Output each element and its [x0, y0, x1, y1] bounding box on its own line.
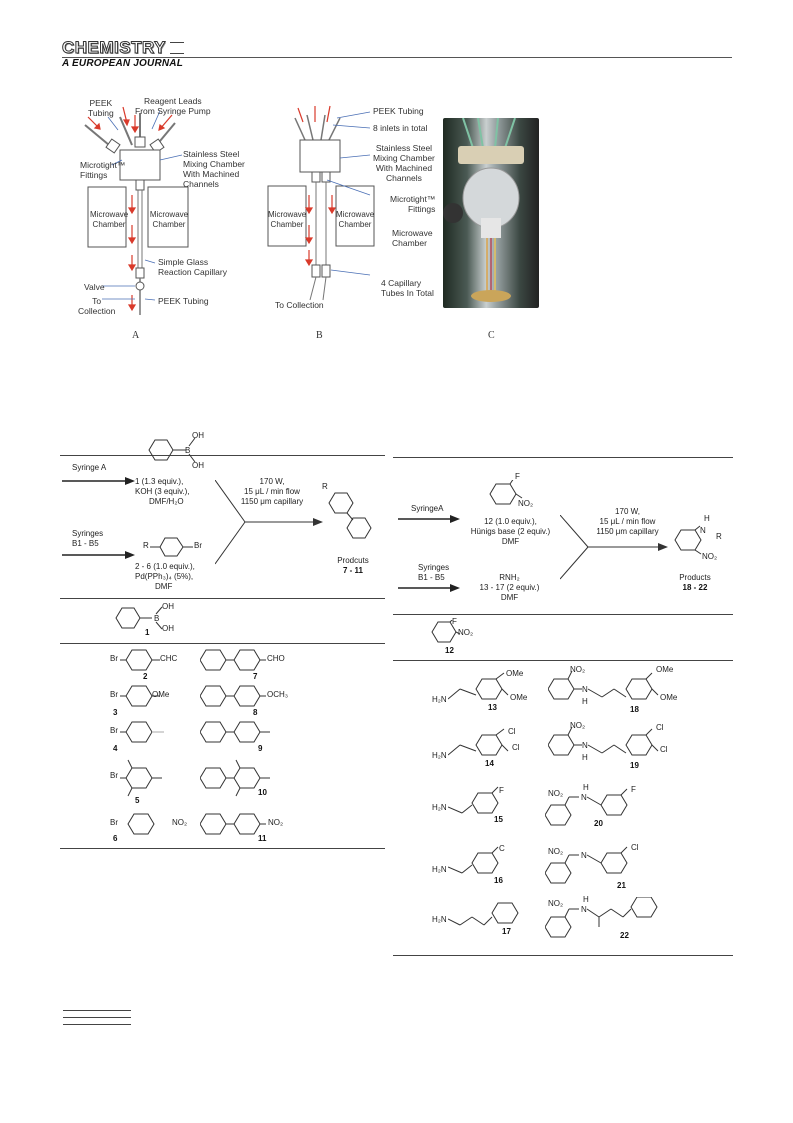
substrate-number: 2: [143, 672, 148, 681]
product-number: 10: [258, 788, 267, 797]
label-line: Stainless Steel: [183, 149, 240, 159]
no2-label-12: NO₂: [518, 499, 534, 508]
substrate-product-table: [110, 648, 385, 848]
scheme-left-top-rule: [60, 455, 385, 456]
amine-nh2: H₂N: [432, 803, 447, 812]
label-line: Microwave: [149, 210, 189, 219]
label-line: Fittings: [80, 170, 108, 180]
product-no2: NO₂: [548, 847, 564, 856]
condition-line: 1150 μm capillary: [240, 497, 304, 506]
journal-title: CHEMISTRY: [62, 38, 166, 57]
condition-line: 170 W,: [259, 477, 285, 486]
substrate-left-group: Br: [110, 771, 118, 780]
product-number: 8: [253, 708, 258, 717]
syringe-a-arrow-left: [62, 476, 137, 486]
syringe-a-label-left: Syringe A: [72, 463, 107, 472]
table-row: [430, 785, 735, 841]
amine-number: 14: [485, 759, 494, 768]
amine-sub1: C: [499, 844, 505, 853]
amine-nh2: H₂N: [432, 915, 447, 924]
scheme-right-bottom-rule: [393, 955, 733, 956]
product-n: N: [581, 793, 587, 802]
product-right-group: OCH₃: [267, 690, 289, 699]
amine-sub1: OMe: [506, 669, 524, 678]
label-line: 4 Capillary: [381, 278, 422, 288]
table-row: [430, 721, 735, 781]
product-n: N: [581, 851, 587, 860]
label-valve: Valve: [84, 282, 105, 292]
label-line: Tubing: [88, 108, 114, 118]
product-no2: NO₂: [570, 721, 586, 730]
products-label-right: Products: [679, 573, 711, 582]
label-line: Reagent Leads: [143, 96, 202, 106]
reagent1-block-right: [458, 517, 563, 547]
label-capillary-tubes: [381, 278, 434, 298]
product-sub1: F: [631, 785, 636, 794]
product-right-group: CHO: [267, 654, 285, 663]
products-label-left: Prodcuts: [337, 556, 369, 565]
substrate-number: 6: [113, 834, 118, 843]
table-row: [110, 648, 385, 686]
br-label-aryl-bromide: Br: [194, 541, 202, 550]
label-peek-tubing-bottom: PEEK Tubing: [158, 296, 209, 306]
label-line: Fittings: [407, 204, 436, 214]
amine-number: 16: [494, 876, 503, 885]
table-row: [430, 841, 735, 897]
syringes-b-arrow-right: [398, 583, 462, 593]
substrate-left-group: Br: [110, 818, 118, 827]
reagent-line: DMF/H₂O: [149, 497, 184, 506]
table-row: [110, 720, 385, 758]
label-microtight-a: [80, 160, 125, 180]
substrate-left-group: Br: [110, 726, 118, 735]
label-line: Microwave: [90, 210, 129, 219]
scheme-left-rule-1: [60, 598, 385, 599]
amine-number: 17: [502, 927, 511, 936]
reagent-line: DMF: [155, 582, 173, 591]
products-range-right: 18 - 22: [682, 583, 708, 592]
product-n: N: [582, 741, 588, 750]
label-line: To: [92, 296, 102, 306]
table-row: [110, 756, 385, 805]
label-to-collection-a: [78, 296, 115, 316]
no2-label-product: NO₂: [702, 552, 718, 561]
label-line: Microtight™: [80, 160, 126, 170]
label-line: PEEK: [89, 98, 113, 108]
product-n: N: [582, 685, 588, 694]
f-label-12: F: [515, 472, 520, 481]
condition-line: 170 W,: [615, 507, 640, 516]
amine-sub2: Cl: [512, 743, 520, 752]
label-microtight-b: [390, 194, 435, 214]
b-letter: B: [185, 446, 191, 455]
amine-nh2: H₂N: [432, 751, 447, 760]
substrate-left-group: Br: [110, 654, 118, 663]
product-number: 19: [630, 761, 639, 770]
product-number: 7: [253, 672, 258, 681]
table-row: [430, 897, 735, 953]
table-row: [110, 684, 385, 722]
label-peek-tubing-top: [88, 98, 114, 118]
products-range-left: 7 - 11: [342, 566, 363, 575]
substrate-right-group: OMe: [152, 690, 170, 699]
product-biaryl: [200, 758, 290, 798]
h-label-product: H: [704, 514, 710, 523]
label-line: Collection: [78, 306, 116, 316]
substrate-ring: [120, 720, 180, 744]
label-line: B1 - B5: [418, 573, 445, 582]
label-line: Mixing Chamber: [183, 159, 245, 169]
scheme-right-top-rule: [393, 457, 733, 458]
r-label-product: R: [716, 532, 722, 541]
product-no2: NO₂: [548, 899, 564, 908]
product-right-group: NO₂: [268, 818, 284, 827]
label-microwave-right-a: [149, 210, 189, 230]
substrate-right-group: NO₂: [172, 818, 188, 827]
label-line: Mixing Chamber: [373, 153, 435, 163]
reagent-line: 12 (1.0 equiv.),: [484, 517, 537, 526]
product-sub2: OMe: [660, 693, 678, 702]
product-sub2: Cl: [660, 745, 668, 754]
product-number: 21: [617, 881, 626, 890]
condition-line: 15 μL / min flow: [244, 487, 300, 496]
footnote-rule-2: [63, 1017, 131, 1018]
label-line: With Machined: [375, 163, 433, 173]
label-reagent-leads: [135, 96, 211, 116]
product-number: 22: [620, 931, 629, 940]
product-no2: NO₂: [548, 789, 564, 798]
small-b-oh-top: OH: [162, 602, 174, 611]
product-h: H: [583, 895, 589, 904]
label-line: Syringes: [418, 563, 450, 572]
label-line: Microtight™: [390, 194, 436, 204]
small-b-oh-bottom: OH: [162, 624, 174, 633]
product-biaryl: [200, 720, 290, 744]
amine-sub1: Cl: [508, 727, 516, 736]
label-line: Syringes: [72, 529, 104, 538]
substrate-ring: [126, 810, 176, 838]
amine-nh2: H₂N: [432, 865, 447, 874]
label-glass-capillary: [158, 257, 227, 277]
product-no2: NO₂: [570, 665, 586, 674]
condition-line: 1150 μm capillary: [596, 527, 659, 536]
syringes-b-arrow-left: [62, 550, 137, 560]
scheme-right-rule-1: [393, 614, 733, 615]
product-h: H: [583, 783, 589, 792]
label-line: Chamber: [392, 238, 427, 248]
small-b-letter: B: [154, 614, 160, 623]
no2-label-small: NO₂: [458, 628, 474, 637]
syringe-a-label-right: SyringeA: [411, 504, 444, 513]
product-h: H: [582, 697, 588, 706]
label-to-collection-b: To Collection: [275, 300, 324, 310]
label-line: Chamber: [270, 220, 304, 229]
substrate-number: 3: [113, 708, 118, 717]
label-line: Chamber: [152, 220, 186, 229]
substrate-number: 5: [135, 796, 140, 805]
scheme-left-rule-2: [60, 643, 385, 644]
f-label-small: F: [452, 617, 457, 626]
syringes-b-label-right: [418, 563, 449, 583]
product-h: H: [582, 753, 588, 762]
product-n: N: [581, 905, 587, 914]
reagent2-block-right: [462, 573, 557, 603]
biphenyl-product-structure: [325, 488, 380, 543]
label-mixing-chamber-b: [373, 143, 435, 183]
reagent-line: KOH (3 equiv.),: [135, 487, 190, 496]
reagent-line: DMF: [501, 537, 520, 546]
scheme-right-rule-2: [393, 660, 733, 661]
reagent-line: 2 - 6 (1.0 equiv.),: [135, 562, 195, 571]
label-line: Tubes In Total: [381, 288, 434, 298]
n-label-product: N: [700, 526, 706, 535]
syringes-b-label-left: [72, 529, 103, 549]
label-line: Channels: [385, 173, 422, 183]
label-line: Microwave: [392, 228, 433, 238]
label-line: Microwave: [336, 210, 375, 219]
reactor-photo-graphic: [443, 118, 539, 308]
substrate-number: 4: [113, 744, 118, 753]
reagent2-block-left: [135, 562, 195, 592]
amine-number: 15: [494, 815, 503, 824]
label-line: Reaction Capillary: [158, 267, 227, 277]
label-microwave-chamber-b: [392, 228, 433, 248]
reagent-line: 1 (1.3 equiv.),: [135, 477, 184, 486]
amine-structure: [448, 785, 518, 825]
condition-line: 15 μL / min flow: [599, 517, 656, 526]
journal-title-decoration: [170, 42, 184, 54]
amine-product-table: [430, 665, 735, 955]
reactor-photo: [443, 118, 539, 308]
conditions-left: [233, 477, 311, 507]
product-number: 20: [594, 819, 603, 828]
figure-letter-a: A: [132, 330, 140, 341]
label-line: B1 - B5: [72, 539, 99, 548]
label-microwave-left-b: [268, 210, 306, 230]
journal-subtitle: A EUROPEAN JOURNAL: [62, 58, 184, 69]
label-line: Stainless Steel: [375, 143, 433, 153]
reagent-line: RNH₂: [499, 573, 520, 582]
reagent-line: Hünigs base (2 equiv.): [470, 527, 551, 536]
figure-letter-c: C: [488, 330, 495, 341]
table-row: [430, 665, 735, 723]
amine-nh2: H₂N: [432, 695, 447, 704]
label-peek-tubing-b: PEEK Tubing: [373, 106, 424, 116]
label-line: Chamber: [338, 220, 372, 229]
label-line: Chamber: [92, 220, 126, 229]
amine-structure: [448, 845, 518, 885]
conditions-right: [585, 507, 670, 537]
r-label-biphenyl-left: R: [322, 482, 328, 491]
product-sub1: OMe: [656, 665, 674, 674]
r-label-aryl-bromide: R: [143, 541, 149, 550]
footnote-rule-1: [63, 1010, 131, 1011]
footnote-rule-3: [63, 1024, 131, 1025]
b-oh-top: OH: [192, 431, 204, 440]
syringe-a-arrow-right: [398, 514, 462, 524]
amine-sub2: OMe: [510, 693, 528, 702]
label-line: From Syringe Pump: [135, 106, 211, 116]
label-line: With Machined: [183, 169, 240, 179]
reagent1-block-left: [135, 477, 220, 507]
substrate-ring: [120, 758, 180, 798]
product-number: 18: [630, 705, 639, 714]
compound-1-label: 1: [145, 628, 150, 637]
amine-number: 13: [488, 703, 497, 712]
label-inlets: 8 inlets in total: [373, 123, 428, 133]
table-row: [110, 810, 385, 848]
product-structure: [545, 843, 685, 893]
reagent-line: 13 - 17 (2 equiv.): [479, 583, 540, 592]
b-oh-bottom: OH: [192, 461, 204, 470]
product-sub1: Cl: [631, 843, 639, 852]
label-microwave-right-b: [336, 210, 374, 230]
label-line: Simple Glass: [158, 257, 209, 267]
product-number: 11: [258, 834, 267, 843]
amine-structure: [448, 897, 528, 937]
label-mixing-chamber-a: [183, 149, 245, 189]
substrate-right-group: CHC: [160, 654, 178, 663]
label-microwave-left-a: [90, 210, 128, 230]
compound-12-label: 12: [445, 646, 454, 655]
scheme-left-bottom-rule: [60, 848, 385, 849]
amine-sub1: F: [499, 786, 504, 795]
label-line: Microwave: [268, 210, 307, 219]
product-sub1: Cl: [656, 723, 664, 732]
reagent-line: Pd(PPh₃)₄ (5%),: [135, 572, 194, 581]
label-line: Channels: [183, 179, 219, 189]
product-structure: [545, 785, 685, 835]
figure-letter-b: B: [316, 330, 323, 341]
product-number: 9: [258, 744, 263, 753]
reagent-line: DMF: [500, 593, 519, 602]
substrate-left-group: Br: [110, 690, 118, 699]
